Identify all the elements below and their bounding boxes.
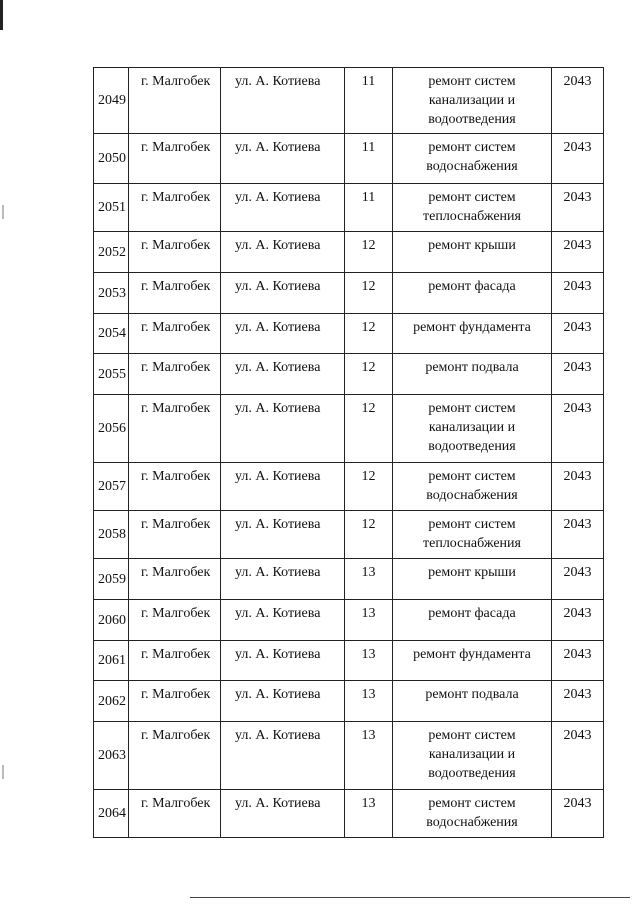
table-row xyxy=(94,641,604,681)
cell-number: 2057 xyxy=(94,463,129,511)
cell-number: 2053 xyxy=(94,273,129,314)
cell-city: г. Малгобек xyxy=(129,232,221,273)
cell-city: г. Малгобек xyxy=(129,463,221,511)
cell-city: г. Малгобек xyxy=(129,273,221,314)
cell-work-type: ремонт систем водоснабжения xyxy=(393,463,552,511)
cell-year: 2043 xyxy=(552,511,604,559)
cell-street: ул. А. Котиева xyxy=(221,68,345,134)
table-row xyxy=(94,314,604,354)
cell-house: 13 xyxy=(345,559,393,600)
cell-year: 2043 xyxy=(552,395,604,463)
cell-house: 13 xyxy=(345,790,393,838)
table-row xyxy=(94,559,604,600)
cell-work-type: ремонт фундамента xyxy=(393,641,552,681)
cell-house: 12 xyxy=(345,232,393,273)
cell-house: 13 xyxy=(345,722,393,790)
cell-year: 2043 xyxy=(552,463,604,511)
cell-year: 2043 xyxy=(552,134,604,184)
cell-number: 2060 xyxy=(94,600,129,641)
cell-year: 2043 xyxy=(552,790,604,838)
cell-house: 12 xyxy=(345,395,393,463)
cell-number: 2058 xyxy=(94,511,129,559)
cell-city: г. Малгобек xyxy=(129,790,221,838)
table-row xyxy=(94,232,604,273)
cell-work-type: ремонт систем теплоснабжения xyxy=(393,511,552,559)
cell-number: 2055 xyxy=(94,354,129,395)
cell-work-type: ремонт фасада xyxy=(393,273,552,314)
cell-year: 2043 xyxy=(552,354,604,395)
cell-city: г. Малгобек xyxy=(129,681,221,722)
register-table-body xyxy=(94,68,604,838)
table-row xyxy=(94,184,604,232)
cell-number: 2059 xyxy=(94,559,129,600)
cell-year: 2043 xyxy=(552,184,604,232)
cell-number: 2062 xyxy=(94,681,129,722)
cell-city: г. Малгобек xyxy=(129,68,221,134)
cell-work-type: ремонт систем канализации и водоотведения xyxy=(393,722,552,790)
cell-street: ул. А. Котиева xyxy=(221,722,345,790)
cell-street: ул. А. Котиева xyxy=(221,641,345,681)
cell-street: ул. А. Котиева xyxy=(221,600,345,641)
cell-city: г. Малгобек xyxy=(129,134,221,184)
cell-year: 2043 xyxy=(552,600,604,641)
cell-year: 2043 xyxy=(552,681,604,722)
cell-work-type: ремонт крыши xyxy=(393,559,552,600)
cell-house: 11 xyxy=(345,134,393,184)
table-row xyxy=(94,395,604,463)
table-row xyxy=(94,354,604,395)
scan-mark xyxy=(2,205,4,219)
cell-work-type: ремонт фасада xyxy=(393,600,552,641)
page-edge-mark xyxy=(0,0,3,30)
cell-street: ул. А. Котиева xyxy=(221,559,345,600)
cell-number: 2052 xyxy=(94,232,129,273)
scan-mark xyxy=(2,765,4,779)
cell-house: 13 xyxy=(345,641,393,681)
cell-year: 2043 xyxy=(552,232,604,273)
cell-city: г. Малгобек xyxy=(129,641,221,681)
cell-house: 12 xyxy=(345,314,393,354)
cell-year: 2043 xyxy=(552,641,604,681)
bottom-rule xyxy=(190,897,630,898)
cell-work-type: ремонт систем водоснабжения xyxy=(393,134,552,184)
cell-street: ул. А. Котиева xyxy=(221,314,345,354)
cell-street: ул. А. Котиева xyxy=(221,273,345,314)
cell-street: ул. А. Котиева xyxy=(221,354,345,395)
cell-street: ул. А. Котиева xyxy=(221,681,345,722)
cell-house: 13 xyxy=(345,681,393,722)
cell-city: г. Малгобек xyxy=(129,184,221,232)
table-row xyxy=(94,681,604,722)
cell-work-type: ремонт подвала xyxy=(393,681,552,722)
cell-work-type: ремонт систем теплоснабжения xyxy=(393,184,552,232)
cell-number: 2061 xyxy=(94,641,129,681)
table-row xyxy=(94,273,604,314)
cell-house: 12 xyxy=(345,354,393,395)
cell-year: 2043 xyxy=(552,314,604,354)
table-row xyxy=(94,600,604,641)
cell-number: 2054 xyxy=(94,314,129,354)
cell-street: ул. А. Котиева xyxy=(221,134,345,184)
cell-number: 2050 xyxy=(94,134,129,184)
cell-house: 12 xyxy=(345,463,393,511)
cell-street: ул. А. Котиева xyxy=(221,232,345,273)
cell-street: ул. А. Котиева xyxy=(221,395,345,463)
cell-work-type: ремонт систем водоснабжения xyxy=(393,790,552,838)
table-row xyxy=(94,511,604,559)
cell-city: г. Малгобек xyxy=(129,600,221,641)
cell-work-type: ремонт систем канализации и водоотведения xyxy=(393,395,552,463)
cell-work-type: ремонт подвала xyxy=(393,354,552,395)
table-row xyxy=(94,463,604,511)
cell-year: 2043 xyxy=(552,559,604,600)
cell-house: 12 xyxy=(345,511,393,559)
cell-number: 2051 xyxy=(94,184,129,232)
cell-city: г. Малгобек xyxy=(129,722,221,790)
cell-number: 2056 xyxy=(94,395,129,463)
table-row xyxy=(94,722,604,790)
cell-year: 2043 xyxy=(552,273,604,314)
cell-city: г. Малгобек xyxy=(129,354,221,395)
cell-year: 2043 xyxy=(552,722,604,790)
cell-street: ул. А. Котиева xyxy=(221,463,345,511)
cell-work-type: ремонт крыши xyxy=(393,232,552,273)
table-row xyxy=(94,790,604,838)
table-row xyxy=(94,134,604,184)
cell-year: 2043 xyxy=(552,68,604,134)
cell-street: ул. А. Котиева xyxy=(221,511,345,559)
cell-city: г. Малгобек xyxy=(129,395,221,463)
cell-work-type: ремонт фундамента xyxy=(393,314,552,354)
cell-street: ул. А. Котиева xyxy=(221,184,345,232)
cell-house: 11 xyxy=(345,184,393,232)
cell-work-type: ремонт систем канализации и водоотведения xyxy=(393,68,552,134)
cell-city: г. Малгобек xyxy=(129,559,221,600)
cell-house: 12 xyxy=(345,273,393,314)
cell-city: г. Малгобек xyxy=(129,511,221,559)
cell-house: 13 xyxy=(345,600,393,641)
cell-number: 2063 xyxy=(94,722,129,790)
table-row xyxy=(94,68,604,134)
cell-street: ул. А. Котиева xyxy=(221,790,345,838)
cell-house: 11 xyxy=(345,68,393,134)
cell-city: г. Малгобек xyxy=(129,314,221,354)
cell-number: 2049 xyxy=(94,68,129,134)
register-table xyxy=(93,67,604,838)
cell-number: 2064 xyxy=(94,790,129,838)
